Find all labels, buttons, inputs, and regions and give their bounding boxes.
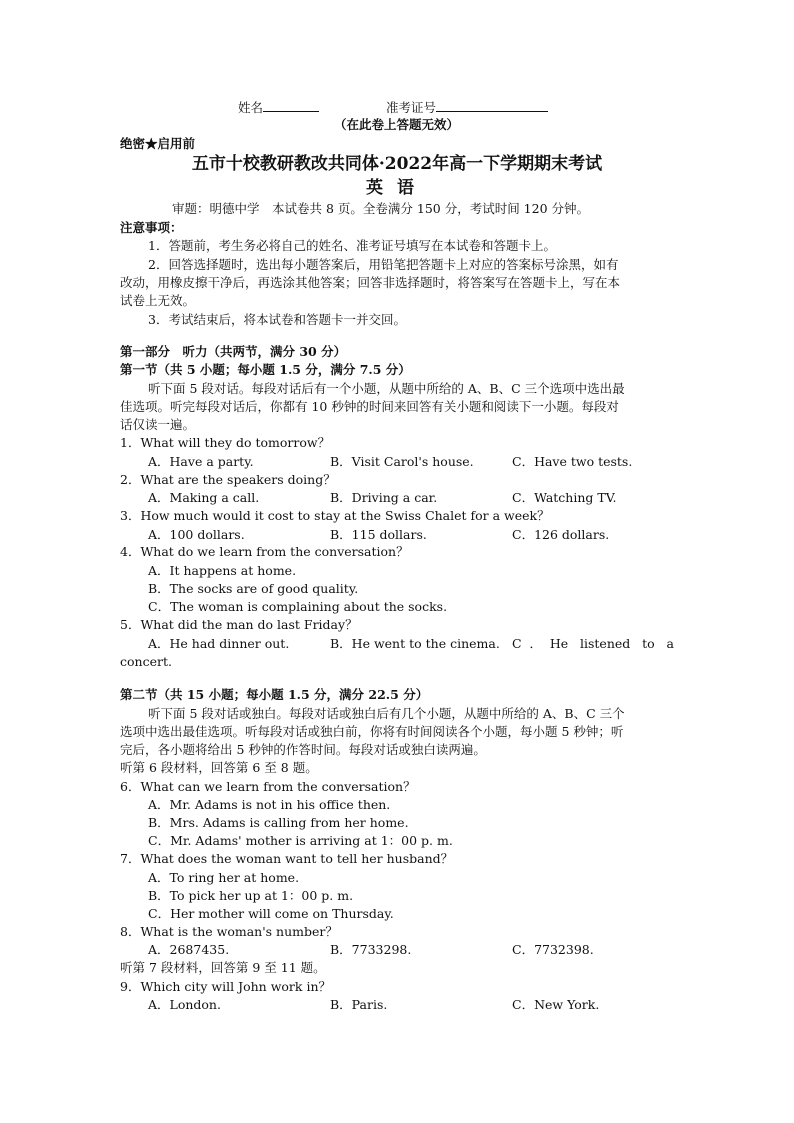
note-2: 2．回答选择题时，选出每小题答案后，用铅笔把答题卡上对应的答案标号涂黑，如有 bbox=[148, 257, 619, 272]
q9-option-c: C．New York. bbox=[512, 997, 600, 1012]
q5-option-a: A．He had dinner out. bbox=[148, 636, 290, 651]
section1-instr-3: 话仅读一遍。 bbox=[120, 417, 196, 432]
q7-option-b: B．To pick her up at 1：00 p. m. bbox=[148, 888, 354, 903]
q5-option-b: B．He went to the cinema. bbox=[330, 636, 500, 651]
exam-id-field bbox=[386, 97, 548, 117]
exam-title: 五市十校教研教改共同体·2022年高一下学期期末考试 bbox=[191, 154, 603, 174]
q6-option-a: A．Mr. Adams is not in his office then. bbox=[148, 797, 391, 812]
invalid-note: （在此卷上答题无效） bbox=[334, 117, 460, 132]
exam-id-label: 准考证号 bbox=[386, 100, 437, 115]
section1-instr-1: 听下面 5 段对话。每段对话后有一个小题，从题中所给的 A、B、C 三个选项中选出最 bbox=[148, 381, 625, 396]
q3-option-c: C．126 dollars. bbox=[512, 527, 610, 542]
note-1: 1．答题前，考生务必将自己的姓名、准考证号填写在本试卷和答题卡上。 bbox=[148, 238, 556, 253]
q3-option-a: A．100 dollars. bbox=[148, 527, 245, 542]
part1-heading: 第一部分 听力（共两节，满分 30 分） bbox=[120, 344, 347, 359]
question-3: 3．How much would it cost to stay at the Swiss Chalet for a week？ bbox=[120, 508, 550, 523]
q2-option-a: A．Making a call. bbox=[148, 490, 260, 505]
q5-option-c-cont: concert. bbox=[120, 654, 172, 669]
q9-option-a: A．London. bbox=[148, 997, 221, 1012]
section1-instr-2: 佳选项。听完每段对话后，你都有 10 秒钟的时间来回答有关小题和阅读下一小题。每段对 bbox=[120, 399, 619, 414]
q8-option-b: B．7733298. bbox=[330, 942, 412, 957]
note-2-cont: 改动，用橡皮擦干净后，再选涂其他答案；回答非选择题时，将答案写在答题卡上，写在本 bbox=[120, 275, 621, 290]
name-blank bbox=[263, 97, 319, 112]
material-7-note: 听第 7 段材料，回答第 9 至 11 题。 bbox=[120, 960, 326, 975]
section1-heading: 第一节（共 5 小题；每小题 1.5 分，满分 7.5 分） bbox=[120, 362, 411, 377]
question-8: 8．What is the woman's number？ bbox=[120, 924, 338, 939]
question-9: 9．Which city will John work in？ bbox=[120, 979, 332, 994]
q4-option-a: A．It happens at home. bbox=[148, 563, 297, 578]
exam-id-blank bbox=[436, 97, 548, 112]
q1-option-b: B．Visit Carol's house. bbox=[330, 454, 474, 469]
q8-option-a: A．2687435. bbox=[148, 942, 230, 957]
section2-instr-2: 选项中选出最佳选项。听每段对话或独白前，你将有时间阅读各个小题，每小题 5 秒钟；听 bbox=[120, 724, 624, 739]
name-field bbox=[238, 97, 319, 117]
q6-option-c: C．Mr. Adams' mother is arriving at 1：00 p. m. bbox=[148, 833, 453, 848]
secret-mark: 绝密★启用前 bbox=[120, 136, 196, 151]
q3-option-b: B．115 dollars. bbox=[330, 527, 427, 542]
q4-option-c: C．The woman is complaining about the socks. bbox=[148, 599, 448, 614]
note-3: 3．考试结束后，将本试卷和答题卡一并交回。 bbox=[148, 312, 406, 327]
q7-option-c: C．Her mother will come on Thursday. bbox=[148, 906, 394, 921]
q4-option-b: B．The socks are of good quality. bbox=[148, 581, 359, 596]
subject-title: 英语 bbox=[366, 178, 428, 198]
question-2: 2．What are the speakers doing？ bbox=[120, 472, 336, 487]
q7-option-a: A．To ring her at home. bbox=[148, 870, 300, 885]
q9-option-b: B．Paris. bbox=[330, 997, 388, 1012]
q2-option-b: B．Driving a car. bbox=[330, 490, 438, 505]
q6-option-b: B．Mrs. Adams is calling from her home. bbox=[148, 815, 409, 830]
note-2-end: 试卷上无效。 bbox=[120, 293, 196, 308]
section2-instr-3: 完后，各小题将给出 5 秒钟的作答时间。每段对话或独白读两遍。 bbox=[120, 742, 486, 757]
section2-heading: 第二节（共 15 小题；每小题 1.5 分，满分 22.5 分） bbox=[120, 687, 429, 702]
q5-option-c: C．He listened to a bbox=[512, 636, 674, 651]
q1-option-a: A．Have a party. bbox=[148, 454, 254, 469]
exam-info: 审题：明德中学 本试卷共 8 页。全卷满分 150 分，考试时间 120 分钟。 bbox=[172, 201, 590, 216]
section2-instr-1: 听下面 5 段对话或独白。每段对话或独白后有几个小题，从题中所给的 A、B、C 三个 bbox=[148, 706, 625, 721]
question-7: 7．What does the woman want to tell her husband？ bbox=[120, 851, 454, 866]
material-6-note: 听第 6 段材料，回答第 6 至 8 题。 bbox=[120, 760, 318, 775]
name-label: 姓名 bbox=[238, 100, 264, 115]
question-4: 4．What do we learn from the conversation？ bbox=[120, 544, 409, 559]
q8-option-c: C．7732398. bbox=[512, 942, 594, 957]
q2-option-c: C．Watching TV. bbox=[512, 490, 617, 505]
question-6: 6．What can we learn from the conversation？ bbox=[120, 779, 416, 794]
question-1: 1．What will they do tomorrow？ bbox=[120, 435, 331, 450]
question-5: 5．What did the man do last Friday？ bbox=[120, 617, 358, 632]
q1-option-c: C．Have two tests. bbox=[512, 454, 633, 469]
notes-heading: 注意事项： bbox=[120, 220, 183, 235]
